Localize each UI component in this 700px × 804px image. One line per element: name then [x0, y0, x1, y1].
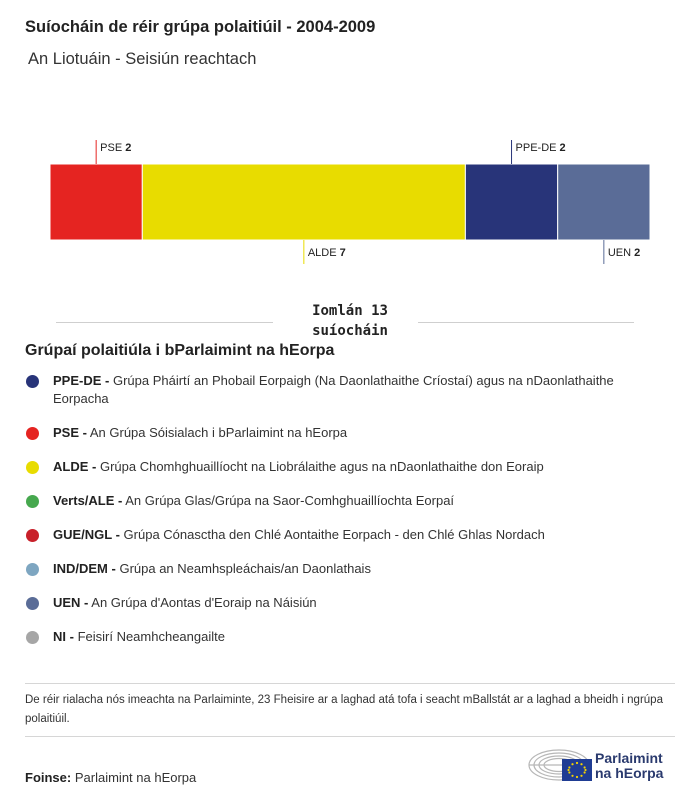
legend [25, 372, 665, 662]
legend-item [25, 458, 665, 476]
bar-label-pse [100, 142, 131, 154]
chart-title: Suíocháin de réir grúpa polaitiúil - 2004-2009 [25, 18, 376, 36]
legend-item [25, 372, 665, 408]
legend-item [25, 526, 665, 544]
legend-abbr: PSE - [53, 425, 87, 440]
legend-abbr: ALDE - [53, 459, 97, 474]
legend-item [25, 560, 665, 578]
legend-desc: Feisirí Neamhcheangailte [73, 629, 225, 644]
source-value: Parlaimint na hEorpa [74, 770, 197, 785]
legend-desc: Grúpa Pháirtí an Phobail Eorpaigh (Na Daonlathaithe Críostaí) agus na nDaonlathaithe Eorpacha [53, 373, 614, 406]
footnote: De réir rialacha nós imeachta na Parlaiminte, 23 Fheisire ar a laghad atá tofa i seacht mBallstát ar a laghad a bheidh i ngrúpa polaitiúil. [25, 694, 663, 725]
bar-label-name: ALDE [307, 247, 340, 259]
bar-label-ppe-de [516, 142, 566, 154]
legend-item [25, 424, 665, 442]
divider-right [418, 322, 634, 323]
legend-dot-icon [26, 597, 39, 610]
chart-subtitle: An Liotuáin - Seisiún reachtach [28, 50, 257, 68]
bar-label-name: UEN [607, 247, 635, 259]
bar-label-value: 2 [125, 142, 132, 154]
bar-alde [142, 164, 465, 240]
bar-label-alde [308, 247, 346, 259]
bar-label-name: PSE [100, 142, 126, 154]
legend-desc: An Grúpa d'Aontas d'Eoraip na Náisiún [88, 595, 317, 610]
bar-label-value: 7 [339, 247, 346, 259]
bar-label-uen [608, 247, 640, 259]
hemicycle-icon [528, 745, 594, 785]
legend-abbr: GUE/NGL - [53, 527, 120, 542]
source-label: Foinse: [25, 770, 72, 785]
source [25, 770, 196, 785]
legend-abbr: Verts/ALE - [53, 493, 123, 508]
legend-dot-icon [26, 461, 39, 474]
legend-dot-icon [26, 495, 39, 508]
bar-uen [558, 164, 650, 240]
bar-pse [50, 164, 142, 240]
legend-title: Grúpaí polaitiúla i bParlaimint na hEorpa [25, 342, 335, 359]
legend-item [25, 594, 665, 612]
legend-dot-icon [26, 631, 39, 644]
divider [25, 683, 675, 684]
legend-item [25, 492, 665, 510]
legend-desc: An Grúpa Glas/Grúpa na Saor-Comhghuaillíochta Eorpaí [122, 493, 455, 508]
bar-ppe-de [465, 164, 557, 240]
legend-dot-icon [26, 375, 39, 388]
legend-abbr: PPE-DE - [53, 373, 110, 388]
bar-label-name: PPE-DE [515, 142, 560, 154]
legend-desc: Grúpa Chomhghuaillíocht na Liobrálaithe agus na nDaonlathaithe don Eoraip [96, 459, 544, 474]
legend-abbr: NI - [53, 629, 74, 644]
legend-abbr: UEN - [53, 595, 89, 610]
legend-abbr: IND/DEM - [53, 561, 116, 576]
logo-text-line2: na hEorpa [595, 765, 664, 781]
legend-dot-icon [26, 563, 39, 576]
divider [25, 736, 675, 737]
bar-label-value: 2 [559, 142, 566, 154]
legend-desc: An Grúpa Sóisialach i bParlaimint na hEorpa [86, 425, 348, 440]
divider-left [56, 322, 273, 323]
european-parliament-logo [528, 745, 678, 785]
bar-label-value: 2 [634, 247, 641, 259]
legend-desc: Grúpa an Neamhspleáchais/an Daonlathais [115, 561, 371, 576]
total-label: Iomlán 13 suíocháin [312, 303, 388, 339]
legend-item [25, 628, 665, 646]
total-seats [0, 300, 700, 344]
logo-text-line1: Parlaimint [595, 750, 663, 766]
legend-desc: Grúpa Cónasctha den Chlé Aontaithe Eorpach - den Chlé Ghlas Nordach [119, 527, 545, 542]
legend-dot-icon [26, 427, 39, 440]
stacked-bar-chart [0, 130, 700, 280]
legend-dot-icon [26, 529, 39, 542]
